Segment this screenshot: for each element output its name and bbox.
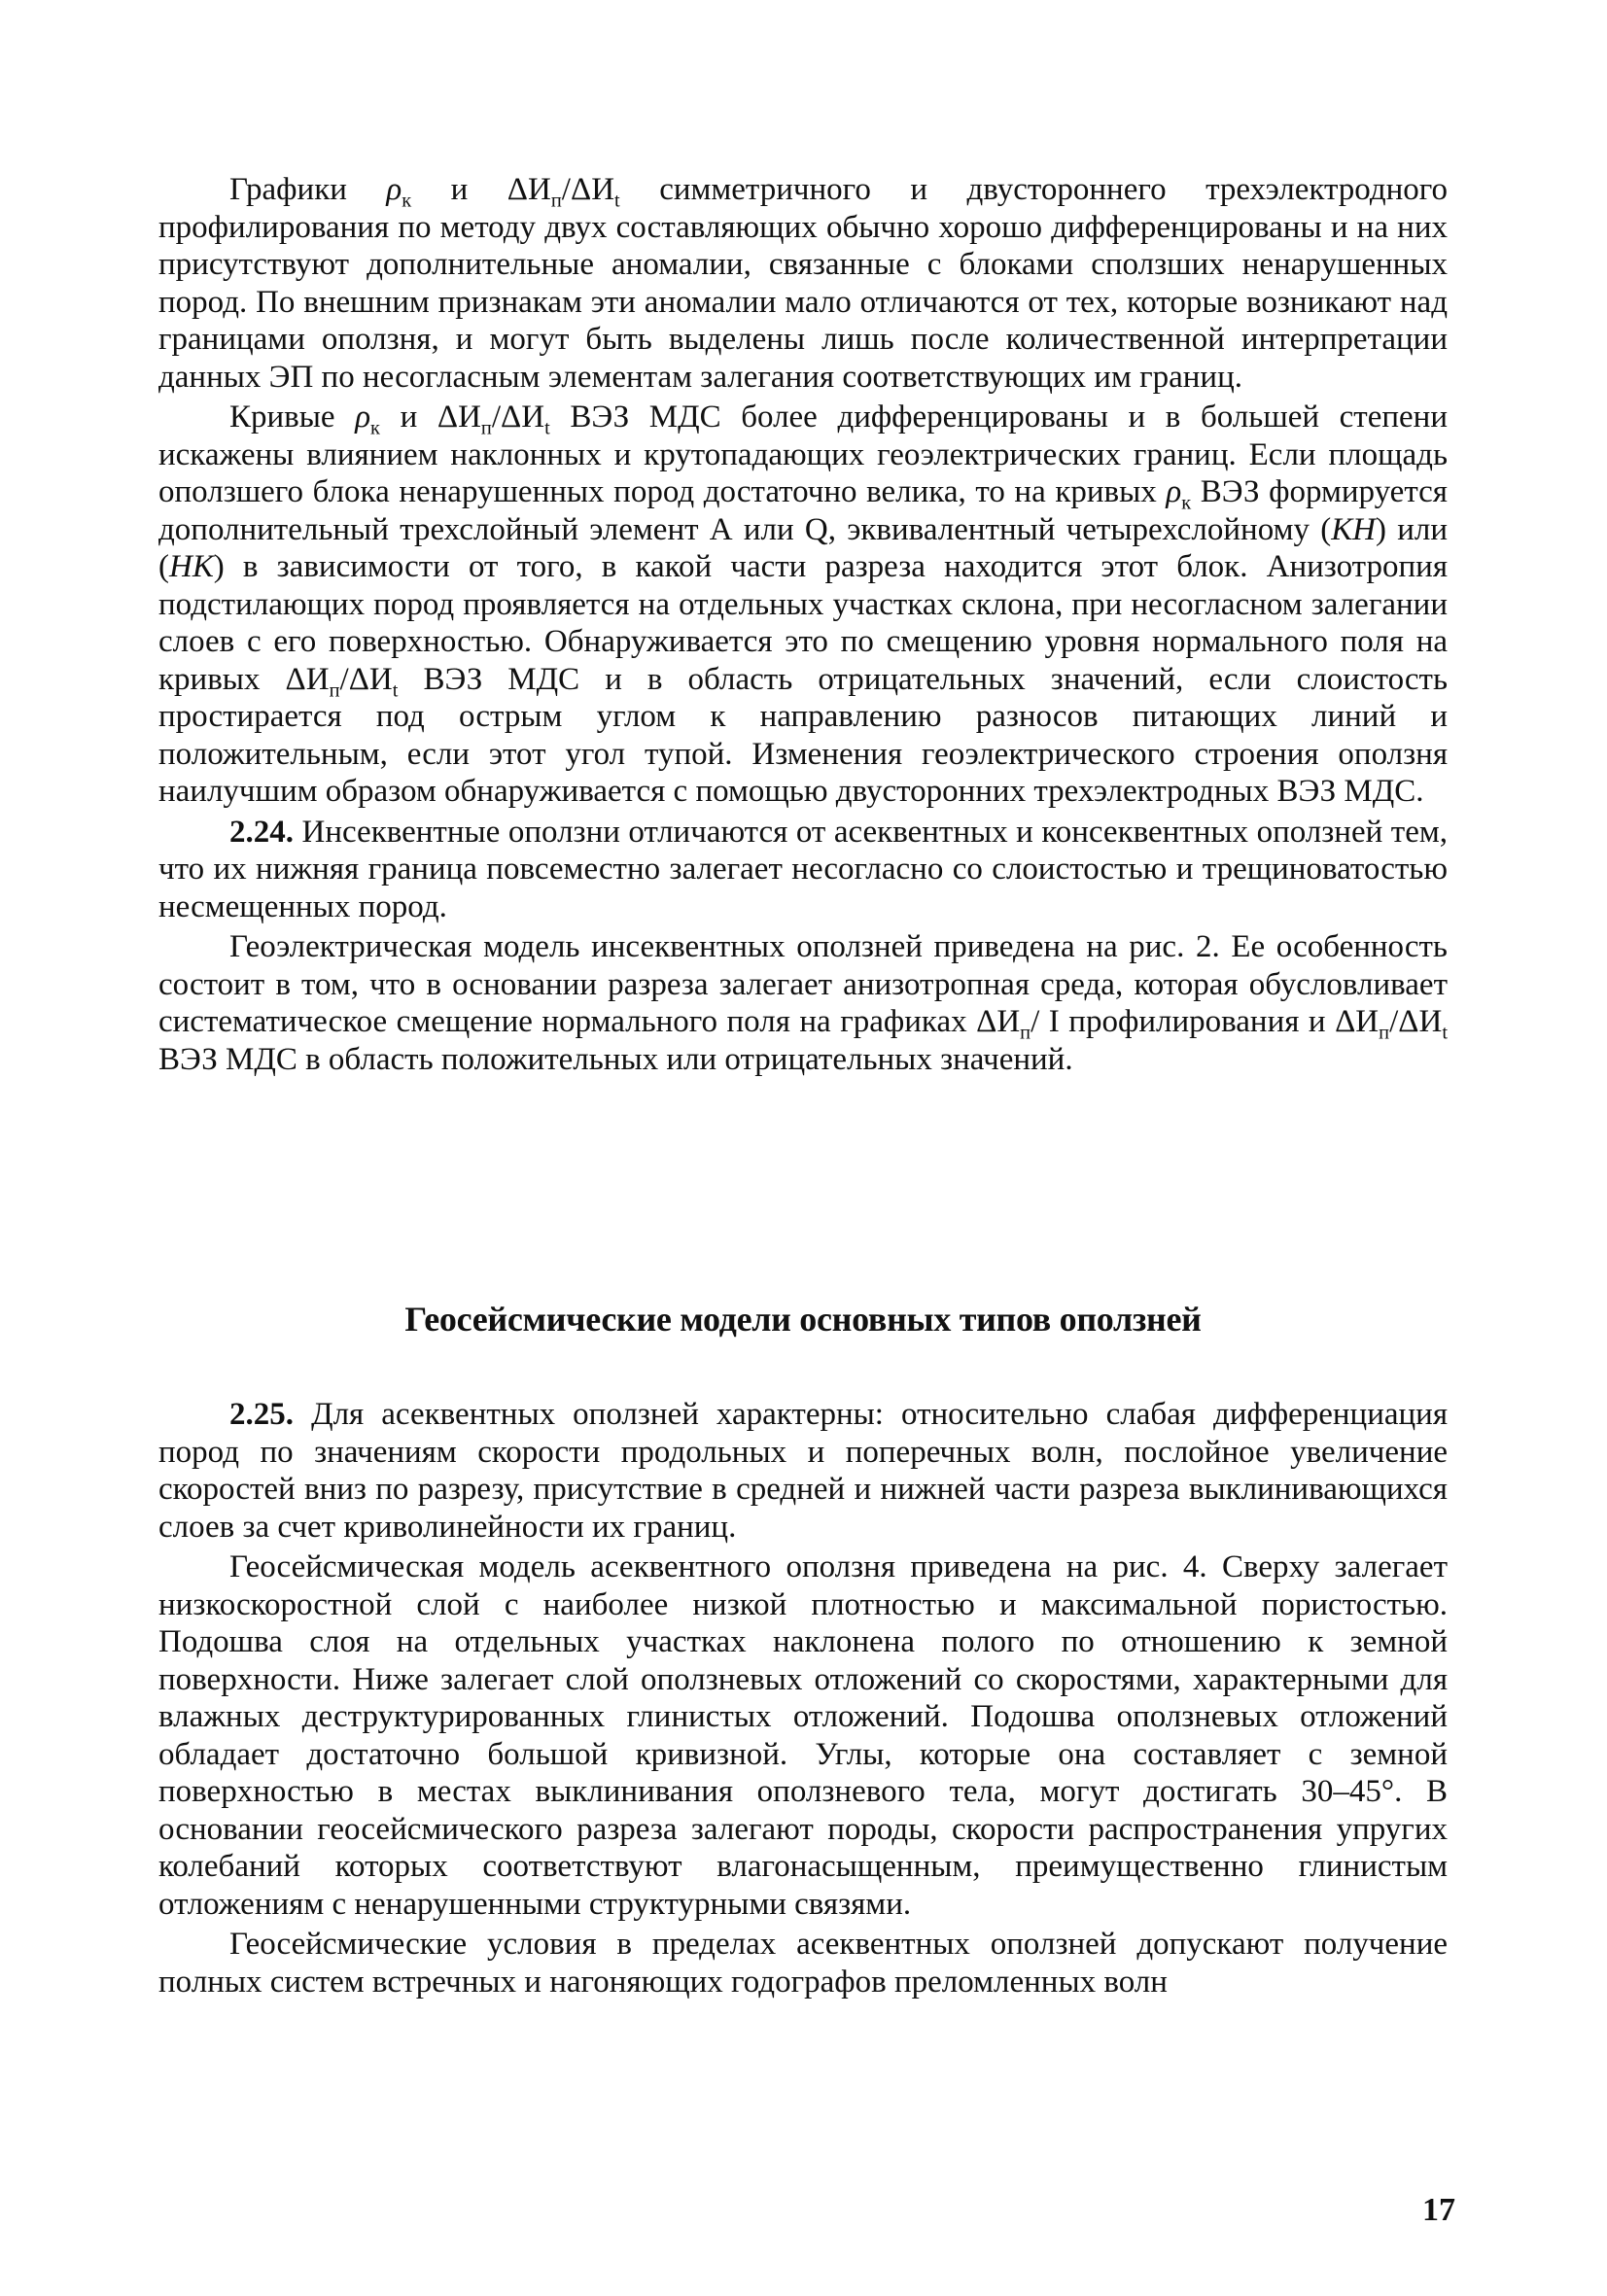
section-seismic xyxy=(158,1396,1448,2000)
paragraph-geoseismic-conditions: Геосейсмические условия в пределах асеквентных оползней допускают получение полных систем встречных и нагоняющих годографов преломленных волн xyxy=(158,1927,1448,2000)
delta-symbol: ΔИ xyxy=(348,661,393,697)
section-heading: Геосейсмические модели основных типов оползней xyxy=(404,1300,1202,1339)
paragraph-profiling-graphs: Графики $\rho_к$ и $\Delta И_п/\Delta И_t$ симметричного и двустороннего трехэлектродного профилирования по методу двух составляющих обычно хорошо дифференцированы и на них присутствуют дополнительные аномалии, связанные с блоками сползших ненарушенных пород. По внешним признакам эти аномалии мало отличаются от тех, которые возникают над границами оползня, и могут быть выделены лишь после количественной интерпретации данных ЭП по несогласным элементам залегания соответствующих им границ. xyxy=(158,172,1448,395)
section-electric xyxy=(158,171,1448,1078)
page-number: 17 xyxy=(1422,2192,1455,2228)
paragraph-number: 2.25. xyxy=(229,1397,294,1432)
delta-symbol: ΔИ xyxy=(570,172,615,207)
delta-symbol: ΔИ xyxy=(285,661,330,697)
paragraph-2-25: 2.25. Для асеквентных оползней характерны: относительно слабая дифференциация пород по значениям скорости продольных и поперечных волн, послойное увеличение скоростей вниз по разрезу, присутствие в средней и нижней части разреза выклинивающихся слоев за счет криволинейности их границ. xyxy=(158,1397,1448,1545)
rho-symbol: ρ xyxy=(355,400,371,435)
delta-symbol: ΔИ xyxy=(437,400,481,435)
angle-value: 30–45° xyxy=(1301,1774,1395,1809)
delta-symbol: ΔИ xyxy=(1335,1004,1380,1039)
paragraph-2-24: 2.24. Инсеквентные оползни отличаются от асеквентных и консеквентных оползней тем, что их нижняя граница повсеместно залегает несогласно со слоистостью и трещиноватостью несмещенных пород. xyxy=(158,814,1448,924)
paragraph-ves-curves: Кривые $\rho_к$ и $\Delta И_п/\Delta И_t$ ВЭЗ МДС более дифференцированы и в большей степени искажены влиянием наклонных и крутопадающих геоэлектрических границ. Если площадь оползшего блока ненарушенных пород достаточно велика, то на кривых $\rho_к$ ВЭЗ формируется дополнительный трехслойный элемент А или Q, эквивалентный четырехслойному (КН) или (НК) в зависимости от того, в какой части разреза находится этот блок. Анизотропия подстилающих пород проявляется на отдельных участках склона, при несогласном залегании слоев с его поверхностью. Обнаруживается это по смещению уровня нормального поля на кривых $\Delta И_п/\Delta И_t$ ВЭЗ МДС и в область отрицательных значений, если слоистость простирается под острым углом к направлению разносов питающих линий и положительным, если этот угол тупой. Изменения геоэлектрического строения оползня наилучшим образом обнаруживается с помощью двусторонних трехэлектродных ВЭЗ МДС. xyxy=(158,400,1449,809)
rho-symbol: ρ xyxy=(386,172,402,207)
delta-symbol: ΔИ xyxy=(507,172,551,207)
rho-symbol: ρ xyxy=(1166,474,1182,509)
delta-symbol: ΔИ xyxy=(1398,1004,1443,1039)
delta-symbol: ΔИ xyxy=(501,400,545,435)
paragraph-geoseismic-model: Геосейсмическая модель асеквентного оползня приведена на рис. 4. Сверху залегает низкоскоростной слой с наиболее низкой плотностью и максимальной пористостью. Подошва слоя на отдельных участках наклонена полого по отношению к земной поверхности. Ниже залегает слой оползневых отложений со скоростями, характерными для влажных деструктурированных глинистых отложений. Подошва оползневых отложений обладает достаточно большой кривизной. Углы, которые она составляет с земной поверхностью в местах выклинивания оползневого тела, могут достигать 30–45°. В основании геосейсмического разреза залегают породы, скорости распространения упругих колебаний которых соответствуют влагонасыщенным, преимущественно глинистым отложениям с ненарушенными структурными связями. xyxy=(158,1549,1449,1922)
paragraph-geoelectric-model: Геоэлектрическая модель инсеквентных оползней приведена на рис. 2. Ее особенность состоит в том, что в основании разреза залегает анизотропная среда, которая обусловливает систематическое смещение нормального поля на графиках $\Delta И_п/$ I профилирования и $\Delta И_п/\Delta И_t$ ВЭЗ МДС в область положительных или отрицательных значений. xyxy=(158,929,1448,1077)
delta-symbol: ΔИ xyxy=(976,1004,1021,1039)
paragraph-number: 2.24. xyxy=(229,814,294,850)
